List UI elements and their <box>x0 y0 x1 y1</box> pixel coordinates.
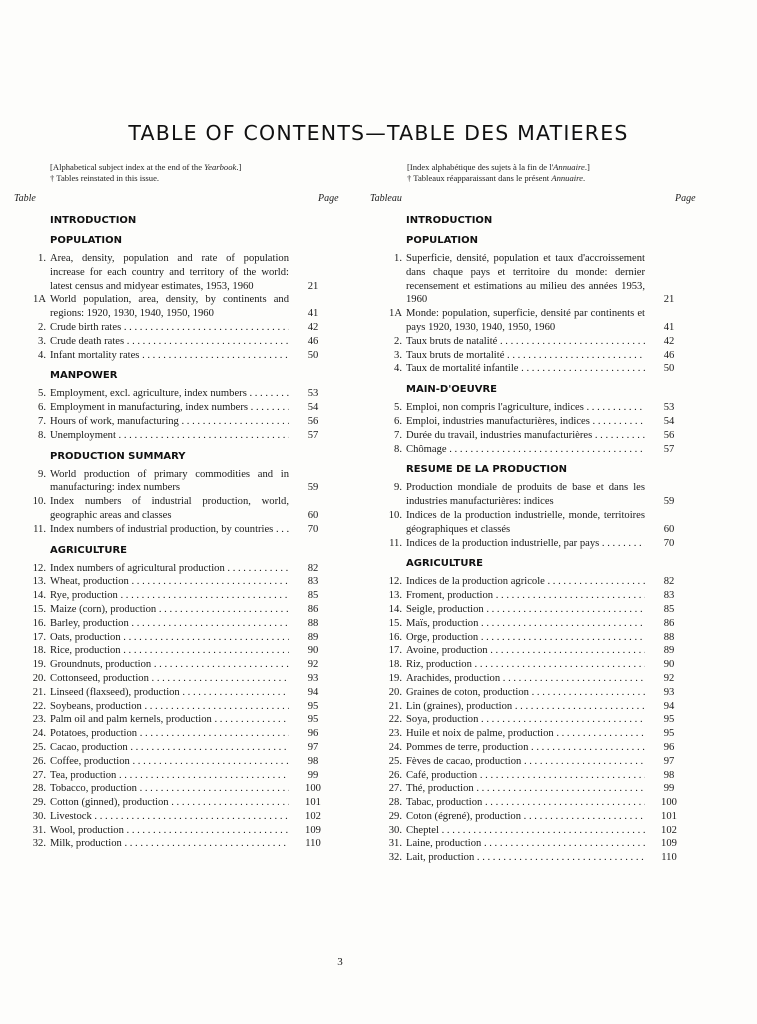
table-number: 2. <box>38 321 46 333</box>
toc-entry[interactable] <box>29 468 329 496</box>
right-note <box>407 162 590 183</box>
section-heading: AGRICULTURE <box>406 558 484 570</box>
section-heading: INTRODUCTION <box>50 215 137 226</box>
toc-entry[interactable] <box>29 617 329 631</box>
page-ref: 109 <box>661 838 677 850</box>
entry-title: Rice, production . . . <box>50 644 289 658</box>
table-number: 10. <box>388 509 402 521</box>
table-number: 6. <box>394 415 402 427</box>
page-ref: 102 <box>661 824 677 836</box>
reinstated-note: † Tableaux réapparaissant dans le présent Annuaire. <box>407 172 586 183</box>
page-ref: 82 <box>307 562 319 574</box>
page-ref: 90 <box>307 645 319 657</box>
toc-entry[interactable] <box>29 387 329 401</box>
toc-entry[interactable] <box>385 307 685 335</box>
toc-entry[interactable] <box>385 837 685 851</box>
table-number: 11. <box>389 537 402 549</box>
entry-title: Infant mortality rates . . . <box>50 349 289 363</box>
entry-title: Area, density, population and rate of population increase for each country and territory of the world: latest census and midyear estimates, 1953, 1960 <box>50 253 289 292</box>
reinstated-note: † Tables reinstated in this issue. <box>50 172 160 183</box>
entry-title: Index numbers of industrial production, world, geographic areas and classes <box>50 496 289 521</box>
page-ref: 95 <box>663 714 675 726</box>
table-number: 11. <box>33 523 46 535</box>
entry-title: Employment, excl. agriculture, index numbers . . . <box>50 387 289 401</box>
page-ref: 46 <box>663 349 675 361</box>
page-ref: 92 <box>663 672 675 684</box>
entry-title: Pommes de terre, production . . . <box>406 741 645 755</box>
table-number: 4. <box>38 349 46 361</box>
entry-title: Emploi, non compris l'agriculture, indices . . . <box>406 401 645 415</box>
page-ref: 50 <box>663 363 675 375</box>
toc-entry[interactable] <box>385 796 685 810</box>
entry-title: Huile et noix de palme, production . . . <box>406 727 645 741</box>
page-ref: 42 <box>663 335 675 347</box>
toc-entry[interactable] <box>385 851 685 865</box>
table-number: 6. <box>38 402 46 414</box>
page-ref: 110 <box>305 838 321 850</box>
entry-title: Superficie, densité, population et taux d'accroissement dans chaque pays et territoire du monde: dernier recensement et estimations au milieu des années 1953, 1960 <box>406 253 645 306</box>
table-number: 25. <box>32 741 46 753</box>
entry-title: Taux de mortalité infantile . . . <box>406 362 645 376</box>
toc-entry[interactable] <box>29 562 329 576</box>
table-number: 12. <box>388 576 402 588</box>
entry-title: Soybeans, production . . . <box>50 700 289 714</box>
page-ref: 92 <box>307 659 319 671</box>
toc-entry[interactable] <box>29 796 329 810</box>
page-ref: 56 <box>663 429 675 441</box>
table-number: 7. <box>38 415 46 427</box>
entry-title: Wool, production . . . <box>50 824 289 838</box>
table-number: 7. <box>394 429 402 441</box>
entry-title: Milk, production . . . <box>50 837 289 851</box>
table-number: 2. <box>394 335 402 347</box>
table-number: 5. <box>394 402 402 414</box>
toc-entry[interactable] <box>385 252 685 307</box>
section-heading: AGRICULTURE <box>50 544 128 556</box>
table-number: 31. <box>32 824 46 836</box>
toc-entry[interactable] <box>385 782 685 796</box>
entry-title: Groundnuts, production . . . <box>50 658 289 672</box>
page-ref: 93 <box>307 672 319 684</box>
toc-entry[interactable] <box>385 810 685 824</box>
toc-entry[interactable] <box>385 589 685 603</box>
toc-entry[interactable] <box>29 603 329 617</box>
section-heading: RESUME DE LA PRODUCTION <box>406 464 568 476</box>
table-number: 4. <box>394 363 402 375</box>
toc-entry[interactable] <box>29 727 329 741</box>
toc-entry[interactable] <box>29 713 329 727</box>
entry-title: Lait, production . . . <box>406 851 645 865</box>
table-number: 32. <box>388 852 402 864</box>
toc-entry[interactable] <box>29 429 329 443</box>
entry-title: Unemployment . . . <box>50 429 289 443</box>
entry-title: Cacao, production . . . <box>50 741 289 755</box>
page-ref: 96 <box>663 741 675 753</box>
toc-entry[interactable] <box>385 741 685 755</box>
page-ref: 99 <box>307 769 319 781</box>
french-contents-column <box>385 214 685 865</box>
entry-title: Avoine, production . . . <box>406 644 645 658</box>
toc-entry[interactable] <box>29 335 329 349</box>
page-ref: 98 <box>307 755 319 767</box>
page-ref: 101 <box>661 810 677 822</box>
entry-title: Orge, production . . . <box>406 631 645 645</box>
table-number: 22. <box>32 700 46 712</box>
entry-title: Index numbers of agricultural production . . . <box>50 562 289 576</box>
page-ref: 99 <box>663 783 675 795</box>
table-number: 24. <box>388 741 402 753</box>
toc-entry[interactable] <box>29 672 329 686</box>
page-ref: 90 <box>663 659 675 671</box>
toc-entry[interactable] <box>385 727 685 741</box>
toc-entry[interactable] <box>29 700 329 714</box>
toc-entry[interactable] <box>385 713 685 727</box>
entry-title: Durée du travail, industries manufacturières . . . <box>406 429 645 443</box>
toc-entry[interactable] <box>385 349 685 363</box>
table-number: 19. <box>32 659 46 671</box>
table-number: 9. <box>38 468 46 480</box>
page-ref: 110 <box>661 852 677 864</box>
entry-title: Maïs, production . . . <box>406 617 645 631</box>
table-number: 8. <box>394 443 402 455</box>
table-number: 16. <box>32 617 46 629</box>
page-ref: 57 <box>307 429 319 441</box>
page-ref: 94 <box>663 700 675 712</box>
table-number: 12. <box>32 562 46 574</box>
table-number: 30. <box>32 810 46 822</box>
toc-entry[interactable] <box>385 686 685 700</box>
table-number: 15. <box>32 603 46 615</box>
entry-title: Monde: population, superficie, densité par continents et pays 1920, 1930, 1940, 1950, 1960 <box>406 308 645 333</box>
table-number: 19. <box>388 672 402 684</box>
entry-title: Chômage . . . <box>406 443 645 457</box>
page-ref: 50 <box>307 349 319 361</box>
page-ref: 100 <box>305 783 321 795</box>
table-number: 23. <box>32 714 46 726</box>
toc-entry[interactable] <box>29 824 329 838</box>
toc-entry[interactable] <box>29 401 329 415</box>
section-heading: POPULATION <box>50 235 123 246</box>
toc-entry[interactable] <box>385 401 685 415</box>
page-ref: 54 <box>307 402 319 414</box>
page-ref: 85 <box>663 603 675 615</box>
page-ref: 53 <box>663 402 675 414</box>
left-note <box>50 162 241 183</box>
toc-entry[interactable] <box>29 523 329 537</box>
entry-title: Tabac, production . . . <box>406 796 645 810</box>
entry-title: Cheptel . . . <box>406 824 645 838</box>
page-column-label: Page <box>675 193 696 204</box>
entry-title: Maize (corn), production . . . <box>50 603 289 617</box>
table-number: 29. <box>388 810 402 822</box>
toc-entry[interactable] <box>385 603 685 617</box>
table-number: 27. <box>388 783 402 795</box>
page-ref: 60 <box>307 509 319 521</box>
entry-title: Indices de la production industrielle, monde, territoires géographiques et classés <box>406 509 645 535</box>
page-ref: 41 <box>307 308 319 320</box>
page-ref: 46 <box>307 335 319 347</box>
page-ref: 100 <box>661 797 677 809</box>
toc-entry[interactable] <box>385 335 685 349</box>
toc-entry[interactable] <box>385 644 685 658</box>
table-column-label: Table <box>14 193 36 204</box>
entry-title: Taux bruts de natalité . . . <box>406 335 645 349</box>
entry-title: Palm oil and palm kernels, production . . . <box>50 713 289 727</box>
toc-entry[interactable] <box>385 658 685 672</box>
page-ref: 57 <box>663 443 675 455</box>
entry-title: Index numbers of industrial production, by countries . . . <box>50 523 289 537</box>
section-heading: POPULATION <box>406 235 479 246</box>
entry-title: Fèves de cacao, production . . . <box>406 755 645 769</box>
toc-entry[interactable] <box>385 700 685 714</box>
toc-entry[interactable] <box>385 537 685 551</box>
entry-title: Tea, production . . . <box>50 769 289 783</box>
table-number: 17. <box>388 645 402 657</box>
entry-title: Graines de coton, production . . . <box>406 686 645 700</box>
page-ref: 94 <box>307 686 319 698</box>
entry-title: World production of primary commodities and in manufacturing: index numbers <box>50 468 289 494</box>
table-number: 26. <box>388 769 402 781</box>
entry-title: Café, production . . . <box>406 769 645 783</box>
page-title: TABLE OF CONTENTS—TABLE DES MATIERES <box>128 121 629 145</box>
section-heading: PRODUCTION SUMMARY <box>50 450 186 462</box>
table-number: 9. <box>394 482 402 494</box>
toc-entry[interactable] <box>29 349 329 363</box>
page-ref: 60 <box>663 523 675 535</box>
page-ref: 88 <box>307 617 319 629</box>
table-number: 24. <box>32 728 46 740</box>
entry-title: Coffee, production . . . <box>50 755 289 769</box>
toc-entry[interactable] <box>385 362 685 376</box>
entry-title: Wheat, production . . . <box>50 575 289 589</box>
table-number: 23. <box>388 728 402 740</box>
toc-entry[interactable] <box>29 415 329 429</box>
table-number: 15. <box>388 617 402 629</box>
page-ref: 95 <box>307 714 319 726</box>
page-ref: 101 <box>305 797 321 809</box>
page-ref: 102 <box>305 810 321 822</box>
page-ref: 86 <box>663 617 675 629</box>
table-number: 14. <box>32 590 46 602</box>
toc-entry[interactable] <box>385 443 685 457</box>
page-ref: 21 <box>663 294 675 306</box>
toc-entry[interactable] <box>29 782 329 796</box>
entry-title: Thé, production . . . <box>406 782 645 796</box>
table-number: 32. <box>32 838 46 850</box>
table-number: 26. <box>32 755 46 767</box>
section-heading: INTRODUCTION <box>406 215 493 226</box>
toc-entry[interactable] <box>29 755 329 769</box>
toc-entry[interactable] <box>29 589 329 603</box>
page-ref: 95 <box>663 728 675 740</box>
toc-entry[interactable] <box>385 575 685 589</box>
page-ref: 83 <box>663 590 675 602</box>
toc-entry[interactable] <box>29 644 329 658</box>
page-ref: 97 <box>307 741 319 753</box>
page-ref: 53 <box>307 388 319 400</box>
entry-title: Rye, production . . . <box>50 589 289 603</box>
entry-title: Emploi, industries manufacturières, indices . . . <box>406 415 645 429</box>
page-ref: 89 <box>307 631 319 643</box>
toc-entry[interactable] <box>385 509 685 537</box>
toc-entry[interactable] <box>29 252 329 293</box>
table-number: 1A <box>33 294 46 306</box>
entry-title: Crude death rates . . . <box>50 335 289 349</box>
toc-entry[interactable] <box>385 824 685 838</box>
entry-title: Crude birth rates . . . <box>50 321 289 335</box>
page-ref: 98 <box>663 769 675 781</box>
entry-title: Production mondiale de produits de base et dans les industries manufacturières: indices <box>406 482 645 508</box>
entry-title: Soya, production . . . <box>406 713 645 727</box>
table-number: 30. <box>388 824 402 836</box>
toc-entry[interactable] <box>29 686 329 700</box>
table-number: 3. <box>394 349 402 361</box>
entry-title: Cotton (ginned), production . . . <box>50 796 289 810</box>
page-ref: 70 <box>307 523 319 535</box>
toc-entry[interactable] <box>385 769 685 783</box>
table-number: 21. <box>388 700 402 712</box>
toc-entry[interactable] <box>385 617 685 631</box>
page-ref: 85 <box>307 590 319 602</box>
index-note: [Alphabetical subject index at the end of the Yearbook.] <box>50 162 242 172</box>
toc-entry[interactable] <box>29 575 329 589</box>
page-ref: 21 <box>307 280 319 292</box>
page-ref: 56 <box>307 415 319 427</box>
table-number: 28. <box>32 783 46 795</box>
toc-entry[interactable] <box>29 293 329 321</box>
entry-title: Taux bruts de mortalité . . . <box>406 349 645 363</box>
table-number: 20. <box>32 672 46 684</box>
entry-title: Lin (graines), production . . . <box>406 700 645 714</box>
page-ref: 54 <box>663 415 675 427</box>
table-number: 20. <box>388 686 402 698</box>
entry-title: Indices de la production agricole . . . <box>406 575 645 589</box>
page-ref: 89 <box>663 645 675 657</box>
table-number: 31. <box>388 838 402 850</box>
page-ref: 86 <box>307 603 319 615</box>
page-ref: 93 <box>663 686 675 698</box>
entry-title: Linseed (flaxseed), production . . . <box>50 686 289 700</box>
page-ref: 83 <box>307 576 319 588</box>
table-number: 1. <box>394 253 402 264</box>
toc-entry[interactable] <box>385 429 685 443</box>
tableau-column-label: Tableau <box>370 193 402 204</box>
page-ref: 97 <box>663 755 675 767</box>
toc-entry[interactable] <box>385 481 685 509</box>
toc-entry[interactable] <box>385 755 685 769</box>
table-number: 10. <box>32 496 46 508</box>
table-number: 8. <box>38 429 46 441</box>
toc-entry[interactable] <box>385 415 685 429</box>
page-ref: 59 <box>663 496 675 508</box>
entry-title: Tobacco, production . . . <box>50 782 289 796</box>
table-number: 17. <box>32 631 46 643</box>
entry-title: Riz, production . . . <box>406 658 645 672</box>
page-ref: 109 <box>305 824 321 836</box>
table-number: 28. <box>388 797 402 809</box>
page-ref: 95 <box>307 700 319 712</box>
toc-entry[interactable] <box>29 321 329 335</box>
entry-title: Livestock . . . <box>50 810 289 824</box>
page-ref: 59 <box>307 482 319 494</box>
table-number: 5. <box>38 388 46 400</box>
entry-title: Employment in manufacturing, index numbers . . . <box>50 401 289 415</box>
entry-title: Hours of work, manufacturing . . . <box>50 415 289 429</box>
section-heading: MANPOWER <box>50 370 118 382</box>
table-number: 1A <box>389 308 402 320</box>
entry-title: Froment, production . . . <box>406 589 645 603</box>
section-heading: MAIN-D'OEUVRE <box>406 384 498 396</box>
toc-entry[interactable] <box>29 631 329 645</box>
entry-title: Barley, production . . . <box>50 617 289 631</box>
table-number: 16. <box>388 631 402 643</box>
entry-title: World population, area, density, by continents and regions: 1920, 1930, 1940, 1950, 1960 <box>50 294 289 320</box>
table-number: 21. <box>32 686 46 698</box>
table-number: 29. <box>32 797 46 809</box>
entry-title: Cottonseed, production . . . <box>50 672 289 686</box>
table-number: 18. <box>388 659 402 671</box>
entry-title: Indices de la production industrielle, par pays . . . <box>406 537 645 551</box>
entry-title: Coton (égrené), production . . . <box>406 810 645 824</box>
toc-entry[interactable] <box>29 658 329 672</box>
toc-entry[interactable] <box>385 631 685 645</box>
table-number: 27. <box>32 769 46 781</box>
table-number: 22. <box>388 714 402 726</box>
page-ref: 96 <box>307 728 319 740</box>
english-contents-column <box>29 214 329 851</box>
toc-entry[interactable] <box>29 741 329 755</box>
entry-title: Laine, production . . . <box>406 837 645 851</box>
table-number: 13. <box>388 590 402 602</box>
entry-title: Potatoes, production . . . <box>50 727 289 741</box>
table-number: 3. <box>38 335 46 347</box>
toc-entry[interactable] <box>29 837 329 851</box>
page-ref: 41 <box>663 321 675 333</box>
entry-title: Arachides, production . . . <box>406 672 645 686</box>
table-number: 14. <box>388 603 402 615</box>
page-ref: 88 <box>663 631 675 643</box>
table-number: 13. <box>32 576 46 588</box>
table-number: 18. <box>32 645 46 657</box>
index-note: [Index alphabétique des sujets à la fin de l'Annuaire.] <box>407 162 590 172</box>
page-column-label: Page <box>318 193 339 204</box>
page-number: 3 <box>337 956 343 968</box>
table-number: 1. <box>38 253 46 264</box>
entry-title: Oats, production . . . <box>50 631 289 645</box>
toc-entry[interactable] <box>29 495 329 523</box>
page-ref: 42 <box>307 321 319 333</box>
toc-entry[interactable] <box>29 769 329 783</box>
page-ref: 82 <box>663 576 675 588</box>
toc-entry[interactable] <box>29 810 329 824</box>
entry-title: Seigle, production . . . <box>406 603 645 617</box>
page-ref: 70 <box>663 537 675 549</box>
toc-entry[interactable] <box>385 672 685 686</box>
table-number: 25. <box>388 755 402 767</box>
